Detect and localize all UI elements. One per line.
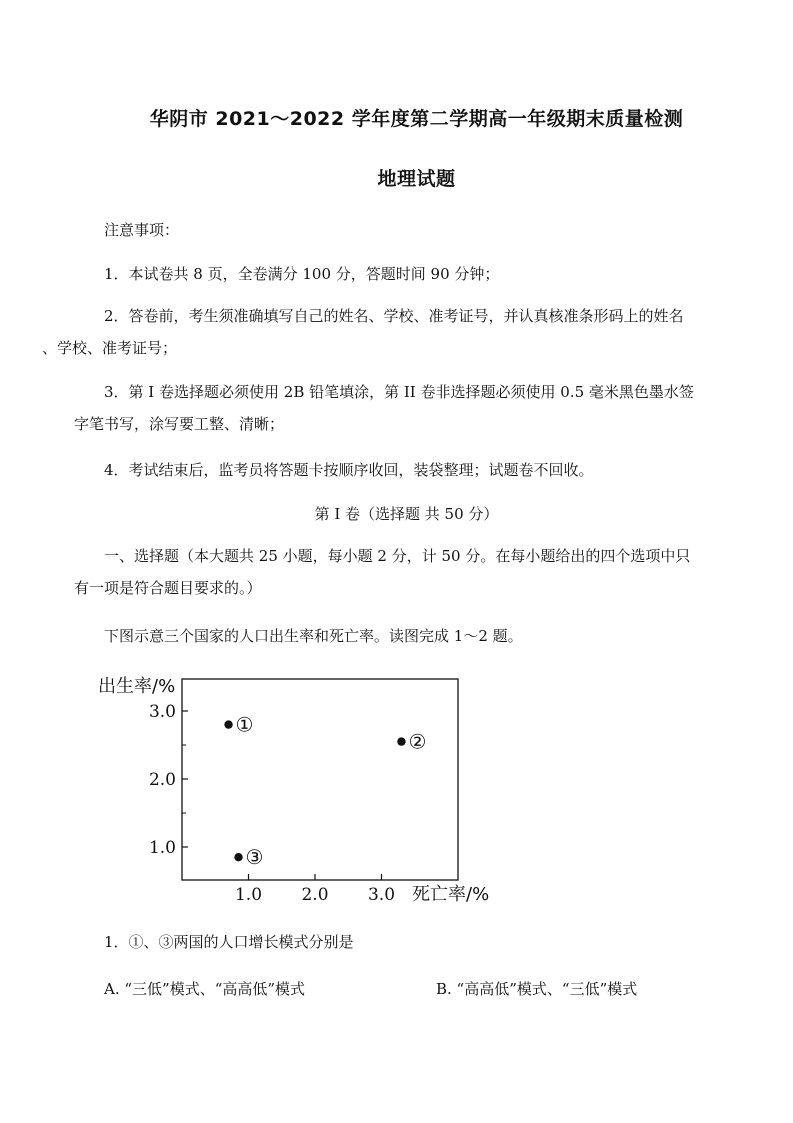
notice-item-2-line1: 2．答卷前，考生须准确填写自己的姓名、学校、准考证号，并认真核准条形码上的姓名 [104, 307, 684, 325]
notice-item-1: 1．本试卷共 8 页，全卷满分 100 分，答题时间 90 分钟； [104, 265, 500, 283]
exam-subtitle: 地理试题 [377, 168, 456, 190]
notice-item-3 [74, 376, 724, 440]
section-heading: 第 I 卷（选择题 共 50 分） [314, 505, 499, 523]
birth-death-rate-chart [90, 668, 510, 908]
y-tick-label: 3.0 [148, 702, 176, 722]
section-instructions [74, 540, 724, 604]
y-tick-label: 1.0 [148, 838, 176, 858]
chart-intro: 下图示意三个国家的人口出生率和死亡率。读图完成 1～2 题。 [104, 627, 523, 645]
notice-item-3-line1: 3．第 I 卷选择题必须使用 2B 铅笔填涂，第 II 卷非选择题必须使用 0.5 毫米黑色墨水签 [104, 383, 694, 401]
notice-item-3-line2: 字笔书写，涂写要工整、清晰； [74, 415, 285, 433]
notice-item-2 [42, 300, 724, 364]
section-instructions-line1: 一、选择题（本大题共 25 小题，每小题 2 分，计 50 分。在每小题给出的四个选项中只 [104, 547, 691, 565]
data-point-3 [234, 853, 242, 861]
plot-frame [182, 679, 458, 880]
data-point-label-1: ① [235, 712, 254, 737]
notice-item-4: 4．考试结束后，监考员将答题卡按顺序收回，装袋整理；试题卷不回收。 [104, 461, 594, 479]
notice-item-2-line2: 、学校、准考证号； [42, 339, 178, 357]
data-point-label-3: ③ [245, 845, 264, 870]
data-point-label-2: ② [408, 729, 427, 754]
y-tick-label: 2.0 [148, 770, 176, 790]
x-axis-label: 死亡率/% [412, 884, 490, 905]
data-point-2 [397, 737, 405, 745]
question-1-option-a: A. “三低”模式、“高高低”模式 [104, 980, 306, 998]
x-tick-label: 3.0 [367, 885, 396, 905]
x-tick-label: 2.0 [301, 885, 329, 905]
question-1-stem: 1．①、③两国的人口增长模式分别是 [104, 933, 354, 951]
notice-heading: 注意事项： [104, 221, 180, 239]
section-instructions-line2: 有一项是符合题目要求的。） [74, 579, 262, 597]
data-point-1 [224, 720, 232, 728]
x-tick-label: 1.0 [234, 885, 263, 905]
question-1-option-b: B. “高高低”模式、“三低”模式 [436, 980, 638, 998]
exam-title: 华阴市 2021～2022 学年度第二学期高一年级期末质量检测 [149, 108, 684, 130]
y-axis-label: 出生率/% [98, 676, 176, 697]
